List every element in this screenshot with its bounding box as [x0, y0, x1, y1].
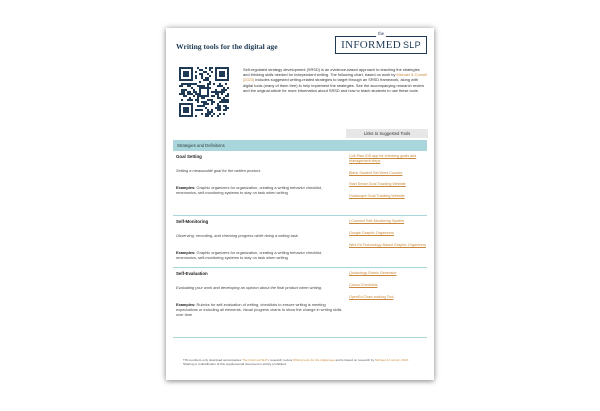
section-self-evaluation: [173, 268, 427, 338]
section-title: Self-Evaluation: [176, 271, 208, 276]
section-title: Goal Setting: [176, 154, 202, 159]
tool-link[interactable]: Canva Checklists: [349, 282, 378, 287]
page-title: Writing tools for the digital age: [176, 42, 278, 51]
tool-link[interactable]: OpenEd Chart-making Tool: [349, 294, 394, 299]
intro-paragraph: Self-regulated strategy development (SRSD) is an evidence-based approach to teaching the strategies and thinking skills needed for independent writing. The following chart, based on work by Michael & Cornell (2023) includes suggested writing-related strategies to target through an SRSD framework, along with digital tools (many of them free) to help implement the strategies. See the accompanying research review and the original article for more information about SRSD and how to teach students to use these tools.: [243, 67, 427, 93]
section-self-monitoring: [173, 216, 427, 268]
footer-link[interactable]: The Informed SLP's: [242, 358, 270, 362]
intro-citation-link[interactable]: Michael & Cornell (2023): [243, 72, 427, 83]
footer-link[interactable]: Writing tools for the digital age: [292, 358, 335, 362]
section-examples: Examples: Graphic organizers for organization, creating a writing behavior checklist, mnemonics, self-monitoring systems to stay on task when writing: [176, 250, 322, 260]
tool-link[interactable]: Coll-Plan iOS app for checking goals and management steps: [349, 154, 417, 163]
footer-link[interactable]: Michael & Cornell, 2023: [375, 358, 408, 362]
tool-link[interactable]: I-Connect Self-Monitoring System: [349, 219, 405, 223]
tool-link[interactable]: Wes Ed Technology Based Graphic Organizers: [349, 242, 426, 247]
links-column-header: Links to Suggested Tools: [346, 129, 428, 138]
tool-link[interactable]: Start Smart Goal Tracking Website: [349, 182, 406, 187]
logo-the: the: [378, 32, 384, 37]
section-examples: Examples: Graphic organizers for organization, creating a writing behavior checklist, mnemonics, self-monitoring systems to stay on task when writing: [176, 185, 322, 195]
tool-link[interactable]: Google Graphic Organizers: [349, 230, 394, 235]
intro-section: [173, 66, 427, 122]
section-goal-setting: [173, 151, 427, 216]
logo-wordmark: INFORMED SLP: [341, 39, 421, 51]
qr-code-icon[interactable]: [179, 67, 229, 117]
document-header: [173, 34, 427, 58]
footer-note: TIS members only download accompanies The Informed SLP's research review Writing tools for the digital age and is based on research by Michael & Cornell, 2023. Sharing or redistribution of this supplemental document is strictly prohibited.: [183, 358, 409, 367]
section-definition: Observing, recording, and checking progress while doing a writing task.: [176, 233, 299, 238]
document-page: [166, 28, 434, 380]
tool-link[interactable]: Quickology Rubric Generator: [349, 271, 397, 275]
tool-link[interactable]: Goalscape Goal Tracking Website: [349, 194, 405, 199]
section-definition: Setting a measurable goal for the written product.: [176, 168, 261, 173]
section-examples: Examples: Rubrics for self-evaluation of writing, checklists to ensure writing is meeting expectations or including all elements, visual progress charts to show the change in writing skills over time: [176, 302, 342, 317]
section-title: Self-Monitoring: [176, 219, 209, 224]
tool-link[interactable]: Blank Student Set Word Counter: [349, 170, 403, 175]
section-definition: Evaluating your work and developing an opinion about the final product when writing.: [176, 285, 322, 290]
informed-slp-logo: [335, 32, 427, 54]
strategies-header: Strategies and Definitions: [173, 140, 427, 151]
